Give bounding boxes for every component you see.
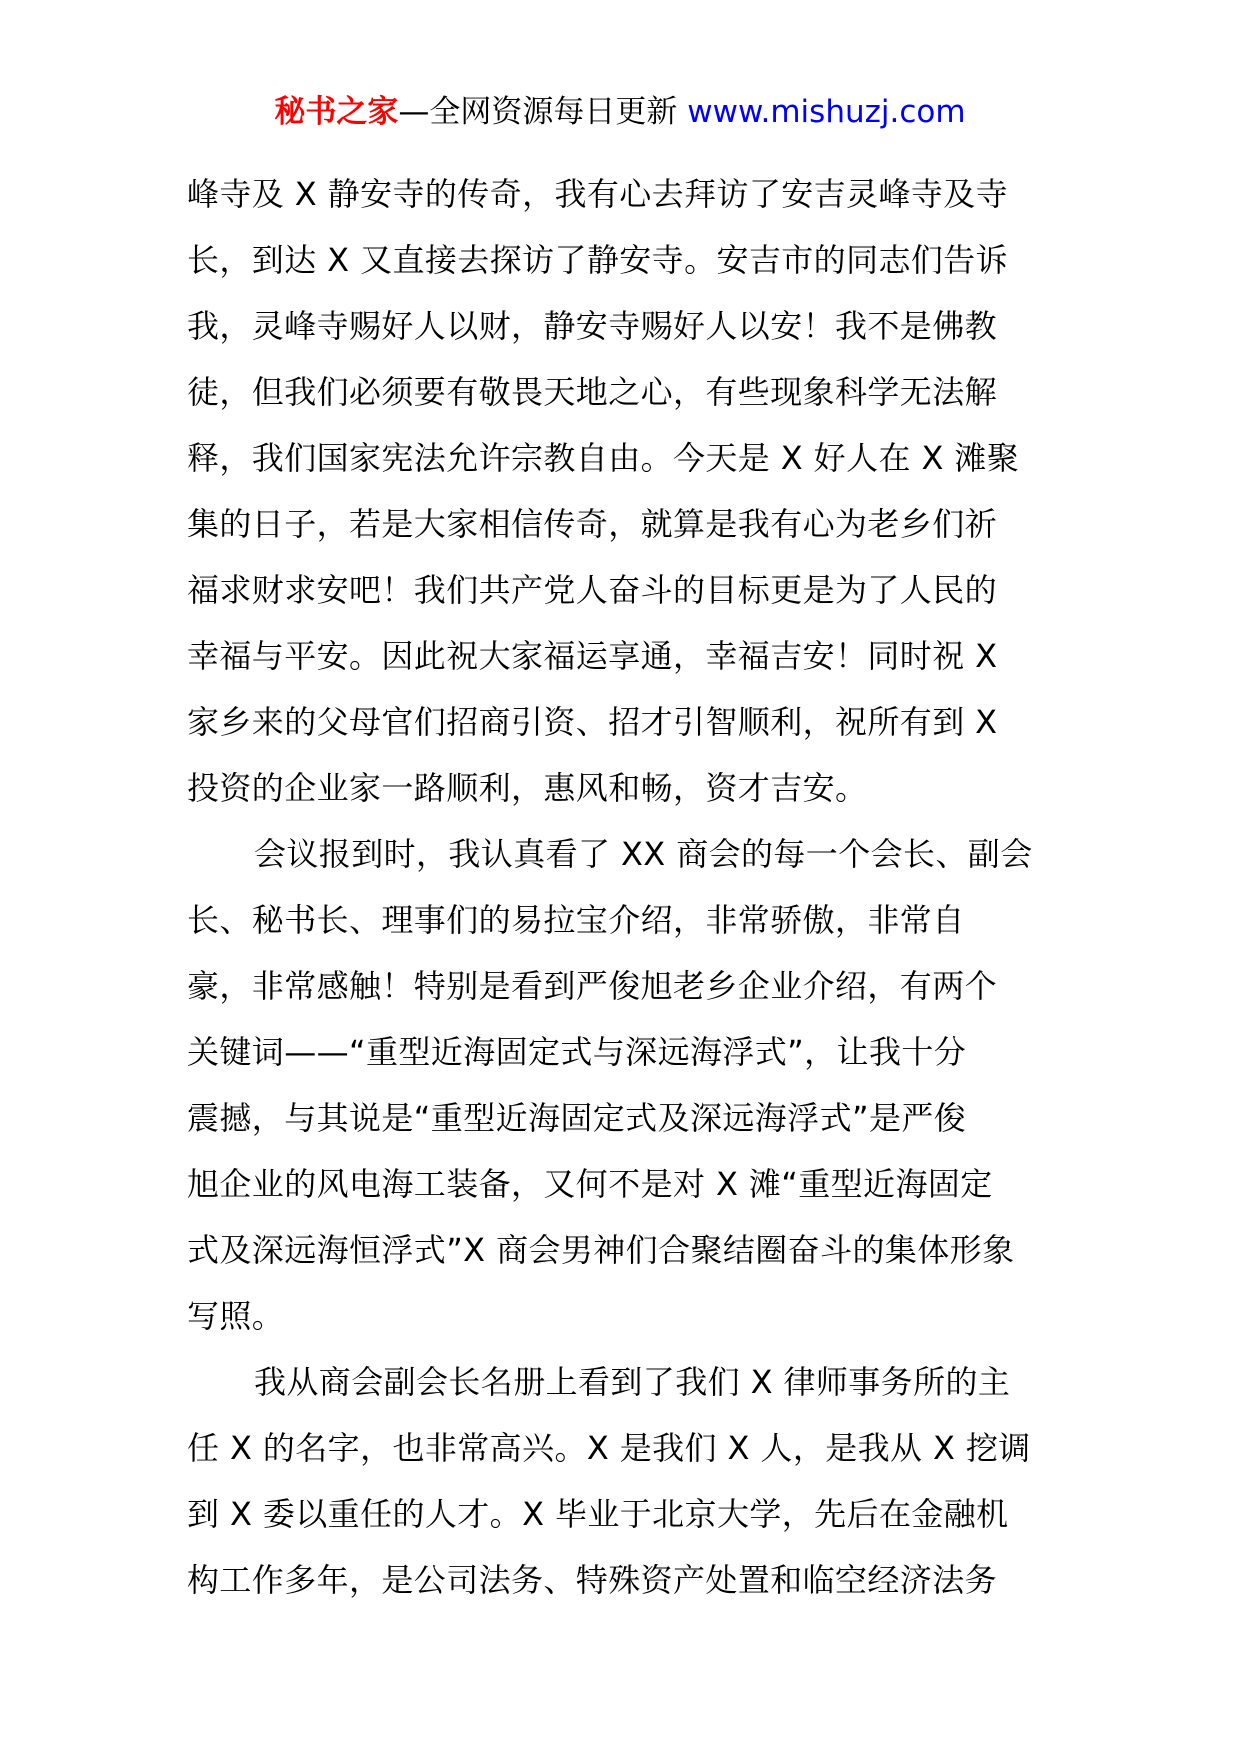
text-line: 震撼，与其说是“重型近海固定式及深远海浮式”是严俊 — [187, 1099, 967, 1137]
text-line: 投资的企业家一路顺利，惠风和畅，资才吉安。 — [187, 769, 868, 807]
text-line: 长，到达 X 又直接去探访了静安寺。安吉市的同志们告诉 — [187, 241, 1009, 279]
site-brand: 秘书之家 — [274, 94, 399, 130]
site-slogan: —全网资源每日更新 — [398, 94, 688, 130]
text-line: 到 X 委以重任的人才。X 毕业于北京大学，先后在金融机 — [187, 1495, 1009, 1533]
text-line: 徒，但我们必须要有敬畏天地之心，有些现象科学无法解 — [187, 373, 998, 411]
text-line: 写照。 — [187, 1297, 285, 1335]
text-line: 豪，非常感触！特别是看到严俊旭老乡企业介绍，有两个 — [187, 967, 998, 1005]
text-line: 关键词——“重型近海固定式与深远海浮式”，让我十分 — [187, 1033, 967, 1071]
page-header — [0, 92, 1240, 132]
text-line: 幸福与平安。因此祝大家福运享通，幸福吉安！同时祝 X — [187, 637, 998, 675]
text-line: 释，我们国家宪法允许宗教自由。今天是 X 好人在 X 滩聚 — [187, 439, 1020, 477]
text-line: 我，灵峰寺赐好人以财，静安寺赐好人以安！我不是佛教 — [187, 307, 998, 345]
text-line: 长、秘书长、理事们的易拉宝介绍，非常骄傲，非常自 — [187, 901, 965, 939]
text-line: 式及深远海恒浮式”X 商会男神们合聚结圈奋斗的集体形象 — [187, 1231, 1015, 1269]
text-line: 构工作多年，是公司法务、特殊资产处置和临空经济法务 — [187, 1561, 998, 1599]
text-line: 家乡来的父母官们招商引资、招才引智顺利，祝所有到 X — [187, 703, 998, 741]
document-body — [187, 161, 1053, 1613]
text-line: 旭企业的风电海工装备，又何不是对 X 滩“重型近海固定 — [187, 1165, 993, 1203]
text-line: 峰寺及 X 静安寺的传奇，我有心去拜访了安吉灵峰寺及寺 — [187, 175, 1009, 213]
text-line: 福求财求安吧！我们共产党人奋斗的目标更是为了人民的 — [187, 571, 998, 609]
paragraph-first-line: 我从商会副会长名册上看到了我们 X 律师事务所的主 — [254, 1363, 1011, 1401]
site-url-link[interactable]: www.mishuzj.com — [687, 94, 966, 130]
text-line: 集的日子，若是大家相信传奇，就算是我有心为老乡们祈 — [187, 505, 998, 543]
paragraph-first-line: 会议报到时，我认真看了 XX 商会的每一个会长、副会 — [254, 835, 1033, 873]
text-line: 任 X 的名字，也非常高兴。X 是我们 X 人，是我从 X 挖调 — [187, 1429, 1031, 1467]
